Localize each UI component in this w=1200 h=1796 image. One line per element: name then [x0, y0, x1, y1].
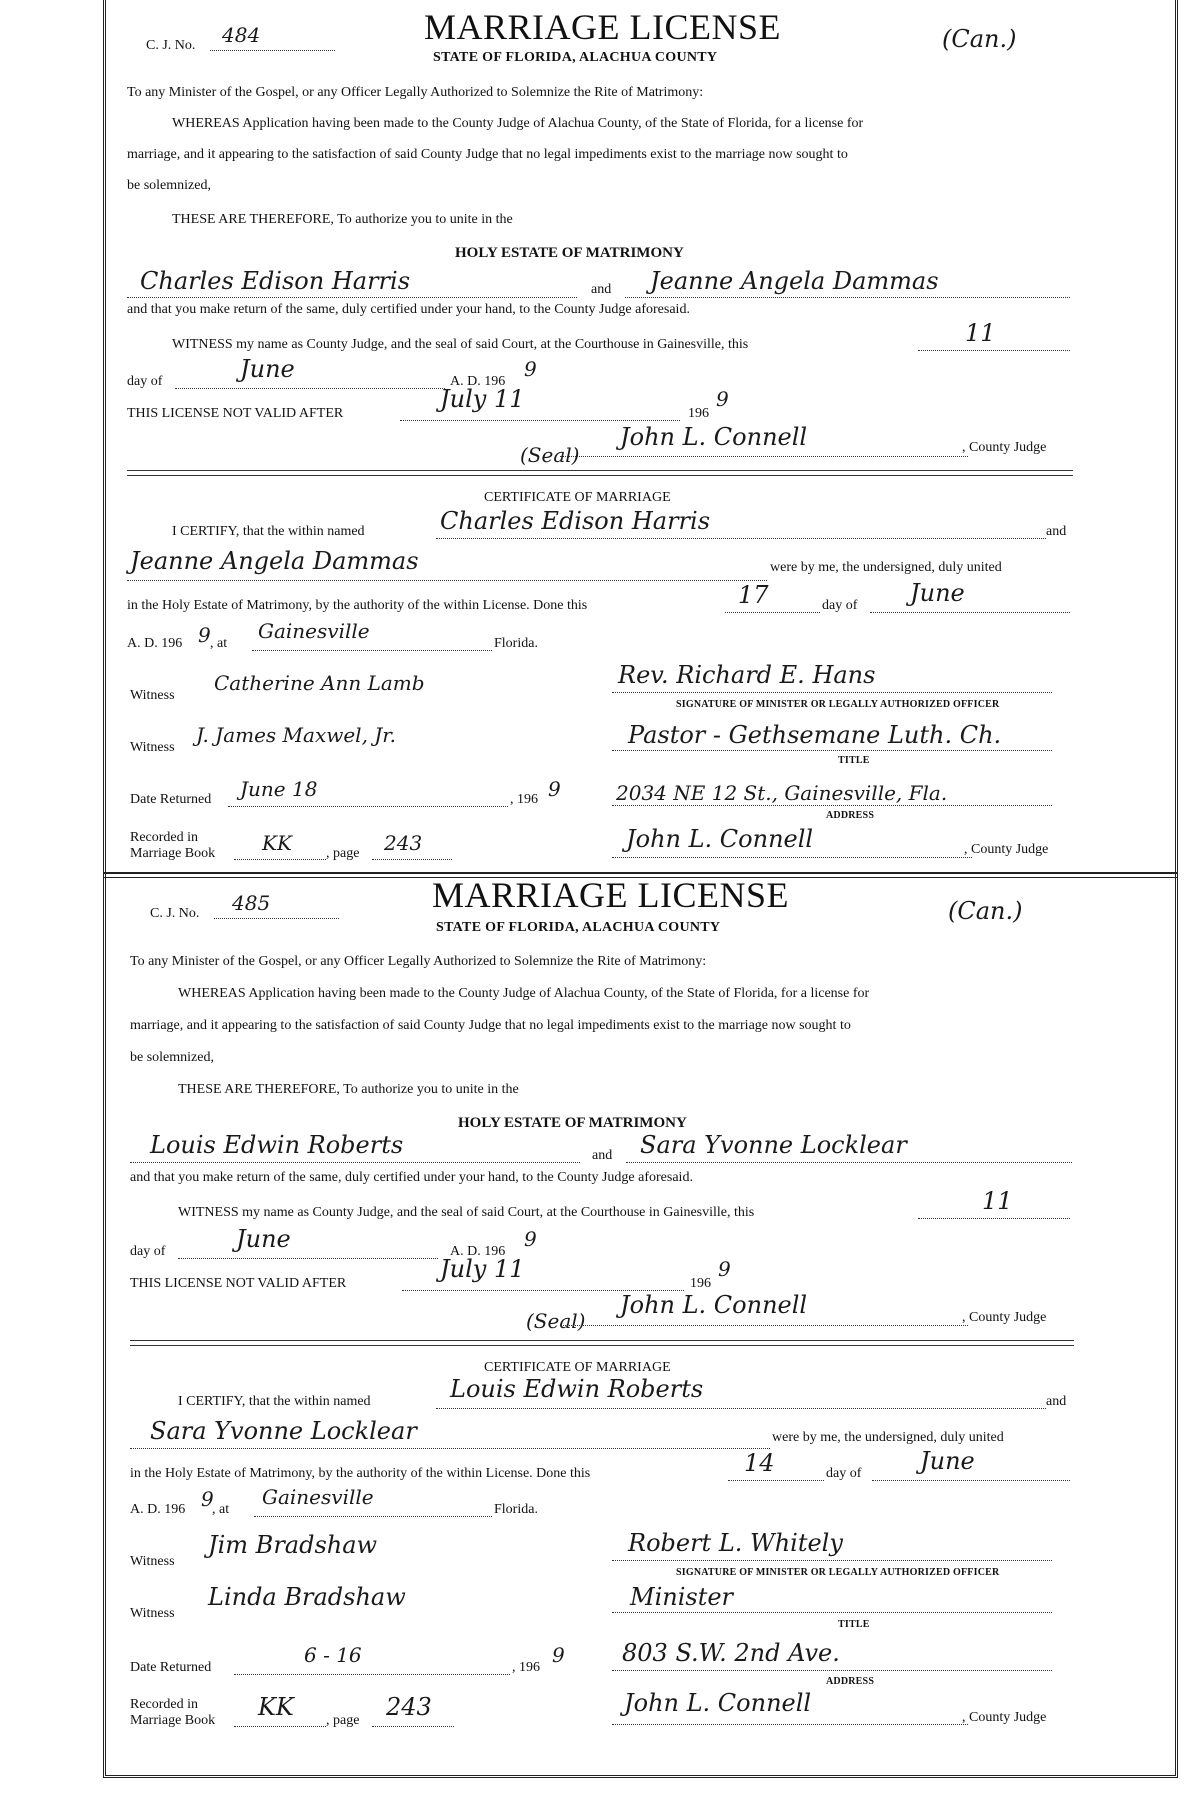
ad-label: A. D. 196: [127, 636, 183, 651]
not-valid-label: THIS LICENSE NOT VALID AFTER: [127, 406, 344, 421]
page-label: , page: [326, 1713, 360, 1728]
officer-address: 803 S.W. 2nd Ave.: [622, 1639, 840, 1667]
therefore-line: THESE ARE THEREFORE, To authorize you to unite in the: [172, 212, 513, 227]
certificate-heading: CERTIFICATE OF MARRIAGE: [484, 490, 671, 505]
bride-line: [127, 580, 767, 581]
page-number: 243: [386, 1693, 432, 1721]
witness-label: Witness: [130, 740, 175, 755]
judge-signature: John L. Connell: [620, 1291, 808, 1319]
place: Gainesville: [258, 619, 370, 643]
witness-label: Witness: [130, 688, 175, 703]
place: Gainesville: [262, 1485, 374, 1509]
license-title: MARRIAGE LICENSE: [432, 875, 789, 915]
month-line: [175, 388, 445, 389]
judge-signature: John L. Connell: [626, 825, 814, 853]
florida-label: Florida.: [494, 636, 538, 651]
groom-line: [127, 297, 577, 298]
witness-day: 11: [982, 1187, 1013, 1215]
to-line: To any Minister of the Gospel, or any Officer Legally Authorized to Solemnize the Rite of Matrimony:: [127, 85, 704, 100]
done-day-line: [728, 1480, 824, 1481]
witness-1: Jim Bradshaw: [208, 1531, 378, 1559]
at-label: , at: [212, 1502, 230, 1517]
place-line: [252, 650, 492, 651]
county-judge-label: , County Judge: [964, 842, 1049, 857]
ad-label: A. D. 196: [130, 1502, 186, 1517]
not-valid-year-digit: 9: [718, 1257, 731, 1281]
certify-label: I CERTIFY, that the within named: [172, 524, 365, 539]
page-label: , page: [326, 846, 360, 861]
witness-1: Catherine Ann Lamb: [214, 671, 425, 695]
and-label: and: [591, 282, 612, 297]
to-line: To any Minister of the Gospel, or any Officer Legally Authorized to Solemnize the Rite of Matrimony:: [130, 954, 707, 969]
cj-number-line: [214, 918, 339, 919]
divider: [130, 1340, 1074, 1341]
county-judge-label: , County Judge: [962, 1310, 1047, 1325]
title-caption: TITLE: [838, 755, 870, 766]
day-of-label: day of: [826, 1466, 862, 1481]
ad-label: A. D. 196: [450, 1244, 506, 1259]
license-subtitle: STATE OF FLORIDA, ALACHUA COUNTY: [436, 920, 721, 935]
month: June: [240, 355, 295, 383]
recorded-label: Recorded in: [130, 1697, 199, 1712]
at-label: , at: [210, 636, 228, 651]
cj-number: 485: [232, 891, 271, 915]
year-digit: 9: [201, 1487, 214, 1511]
holy-line: in the Holy Estate of Matrimony, by the authority of the within License. Done this: [127, 598, 588, 613]
done-day: 14: [744, 1449, 775, 1477]
done-month-line: [872, 1480, 1070, 1481]
page-line: [372, 1726, 454, 1727]
officer-caption: SIGNATURE OF MINISTER OR LEGALLY AUTHORIZED OFFICER: [676, 1567, 1000, 1578]
done-day-line: [725, 612, 820, 613]
date-returned-line: [234, 1674, 510, 1675]
bride-name: Sara Yvonne Locklear: [640, 1131, 907, 1159]
date-returned: 6 - 16: [304, 1643, 362, 1667]
officer-title: Minister: [630, 1583, 734, 1611]
seal-label: (Seal): [520, 443, 580, 467]
united-label: were by me, the undersigned, duly united: [772, 1430, 1004, 1445]
done-day: 17: [738, 581, 769, 609]
whereas-line-2: marriage, and it appearing to the satisfaction of said County Judge that no legal impediments exist to the marriage now sought to: [130, 1018, 851, 1033]
groom-line: [436, 538, 1046, 539]
groom-name: Charles Edison Harris: [440, 507, 711, 535]
and-label: and: [592, 1148, 613, 1163]
not-valid-label: THIS LICENSE NOT VALID AFTER: [130, 1276, 347, 1291]
returned-year-label: , 196: [510, 792, 538, 807]
license-title: MARRIAGE LICENSE: [424, 7, 781, 47]
done-month-line: [870, 612, 1070, 613]
whereas-line-3: be solemnized,: [130, 1050, 214, 1065]
ad-label: A. D. 196: [450, 374, 506, 389]
divider: [127, 470, 1073, 471]
officer-signature-line: [612, 692, 1052, 693]
officer-signature-line: [612, 1560, 1052, 1561]
date-returned-line: [228, 806, 508, 807]
seal-label: (Seal): [526, 1309, 586, 1333]
witness-day-line: [918, 350, 1070, 351]
cj-label: C. J. No.: [150, 906, 200, 921]
page-number: 243: [384, 831, 423, 855]
returned-year-digit: 9: [548, 777, 561, 801]
address-caption: ADDRESS: [826, 810, 875, 821]
whereas-line-2: marriage, and it appearing to the satisfaction of said County Judge that no legal impediments exist to the marriage now sought to: [127, 147, 848, 162]
not-valid-year-label: 196: [690, 1276, 711, 1291]
cj-number-line: [210, 50, 335, 51]
place-line: [254, 1516, 492, 1517]
officer-address: 2034 NE 12 St., Gainesville, Fla.: [616, 781, 948, 805]
whereas-line-3: be solemnized,: [127, 178, 211, 193]
whereas-line-1: WHEREAS Application having been made to the County Judge of Alachua County, of the State of Florida, for a license for: [172, 116, 864, 131]
officer-address-line: [612, 1670, 1052, 1671]
judge-signature: John L. Connell: [620, 423, 808, 451]
whereas-line-1: WHEREAS Application having been made to the County Judge of Alachua County, of the State of Florida, for a license for: [178, 986, 870, 1001]
bride-name: Jeanne Angela Dammas: [130, 547, 419, 575]
and-label: and: [1046, 524, 1067, 539]
bride-line: [130, 1448, 770, 1449]
day-of-label: day of: [822, 598, 858, 613]
date-returned: June 18: [240, 777, 318, 801]
groom-line: [130, 1162, 580, 1163]
judge-signature-line: [612, 1724, 968, 1725]
county-judge-label: , County Judge: [962, 1710, 1047, 1725]
not-valid-date: July 11: [440, 385, 525, 413]
officer-signature: Rev. Richard E. Hans: [618, 661, 876, 689]
date-returned-label: Date Returned: [130, 1660, 212, 1675]
bride-line: [626, 1162, 1072, 1163]
florida-label: Florida.: [494, 1502, 538, 1517]
officer-title: Pastor - Gethsemane Luth. Ch.: [628, 721, 1002, 749]
witness-label: Witness: [130, 1554, 175, 1569]
book-line: [234, 859, 326, 860]
title-caption: TITLE: [838, 1619, 870, 1630]
month-line: [178, 1258, 438, 1259]
judge-signature-line: [560, 456, 968, 457]
witness-day-line: [918, 1218, 1070, 1219]
judge-signature-line: [612, 857, 972, 858]
year-digit: 9: [524, 1227, 537, 1251]
judge-signature: John L. Connell: [624, 1689, 812, 1717]
holy-estate-heading: HOLY ESTATE OF MATRIMONY: [458, 1115, 687, 1131]
done-month: June: [910, 579, 965, 607]
not-valid-year-digit: 9: [716, 387, 729, 411]
bride-line: [625, 297, 1070, 298]
county-judge-label: , County Judge: [962, 440, 1047, 455]
return-line: and that you make return of the same, duly certified under your hand, to the County Judge aforesaid.: [130, 1170, 693, 1185]
corner-note: (Can.): [942, 25, 1017, 53]
returned-year-label: , 196: [512, 1660, 540, 1675]
day-of-label: day of: [127, 374, 163, 389]
cj-label: C. J. No.: [146, 38, 196, 53]
divider: [130, 1345, 1074, 1346]
groom-name: Louis Edwin Roberts: [150, 1131, 404, 1159]
page-line: [372, 859, 452, 860]
and-label: and: [1046, 1394, 1067, 1409]
officer-title-line: [612, 750, 1052, 751]
not-valid-year-label: 196: [688, 406, 709, 421]
officer-address-line: [612, 805, 1052, 806]
book: KK: [258, 1693, 294, 1721]
witness-line: WITNESS my name as County Judge, and the seal of said Court, at the Courthouse in Gainesville, this: [172, 337, 749, 352]
holy-line: in the Holy Estate of Matrimony, by the authority of the within License. Done this: [130, 1466, 591, 1481]
witness-line: WITNESS my name as County Judge, and the seal of said Court, at the Courthouse in Gainesville, this: [178, 1205, 755, 1220]
book-label: Marriage Book: [130, 1713, 216, 1728]
year-digit: 9: [198, 623, 211, 647]
book-line: [234, 1726, 326, 1727]
section-separator: [103, 872, 1178, 874]
returned-year-digit: 9: [552, 1643, 565, 1667]
return-line: and that you make return of the same, duly certified under your hand, to the County Judge aforesaid.: [127, 302, 690, 317]
certificate-heading: CERTIFICATE OF MARRIAGE: [484, 1360, 671, 1375]
book-label: Marriage Book: [130, 846, 216, 861]
united-label: were by me, the undersigned, duly united: [770, 560, 1002, 575]
groom-name: Charles Edison Harris: [140, 267, 411, 295]
witness-2: Linda Bradshaw: [208, 1583, 406, 1611]
license-subtitle: STATE OF FLORIDA, ALACHUA COUNTY: [433, 50, 718, 65]
recorded-label: Recorded in: [130, 830, 199, 845]
groom-line: [436, 1408, 1046, 1409]
address-caption: ADDRESS: [826, 1676, 875, 1687]
certify-label: I CERTIFY, that the within named: [178, 1394, 371, 1409]
done-month: June: [920, 1447, 975, 1475]
not-valid-line: [400, 420, 680, 421]
groom-name: Louis Edwin Roberts: [450, 1375, 704, 1403]
officer-caption: SIGNATURE OF MINISTER OR LEGALLY AUTHORIZED OFFICER: [676, 699, 1000, 710]
witness-2: J. James Maxwel, Jr.: [196, 723, 397, 747]
therefore-line: THESE ARE THEREFORE, To authorize you to unite in the: [178, 1082, 519, 1097]
officer-signature: Robert L. Whitely: [628, 1529, 843, 1557]
month: June: [236, 1225, 291, 1253]
bride-name: Jeanne Angela Dammas: [650, 267, 939, 295]
date-returned-label: Date Returned: [130, 792, 212, 807]
year-digit: 9: [524, 357, 537, 381]
day-of-label: day of: [130, 1244, 166, 1259]
officer-title-line: [612, 1612, 1052, 1613]
divider: [127, 475, 1073, 476]
judge-signature-line: [560, 1325, 968, 1326]
cj-number: 484: [222, 23, 261, 47]
witness-day: 11: [965, 319, 996, 347]
witness-label: Witness: [130, 1606, 175, 1621]
bride-name: Sara Yvonne Locklear: [150, 1417, 417, 1445]
not-valid-date: July 11: [440, 1255, 525, 1283]
corner-note: (Can.): [948, 897, 1023, 925]
book: KK: [262, 831, 292, 855]
holy-estate-heading: HOLY ESTATE OF MATRIMONY: [455, 245, 684, 261]
